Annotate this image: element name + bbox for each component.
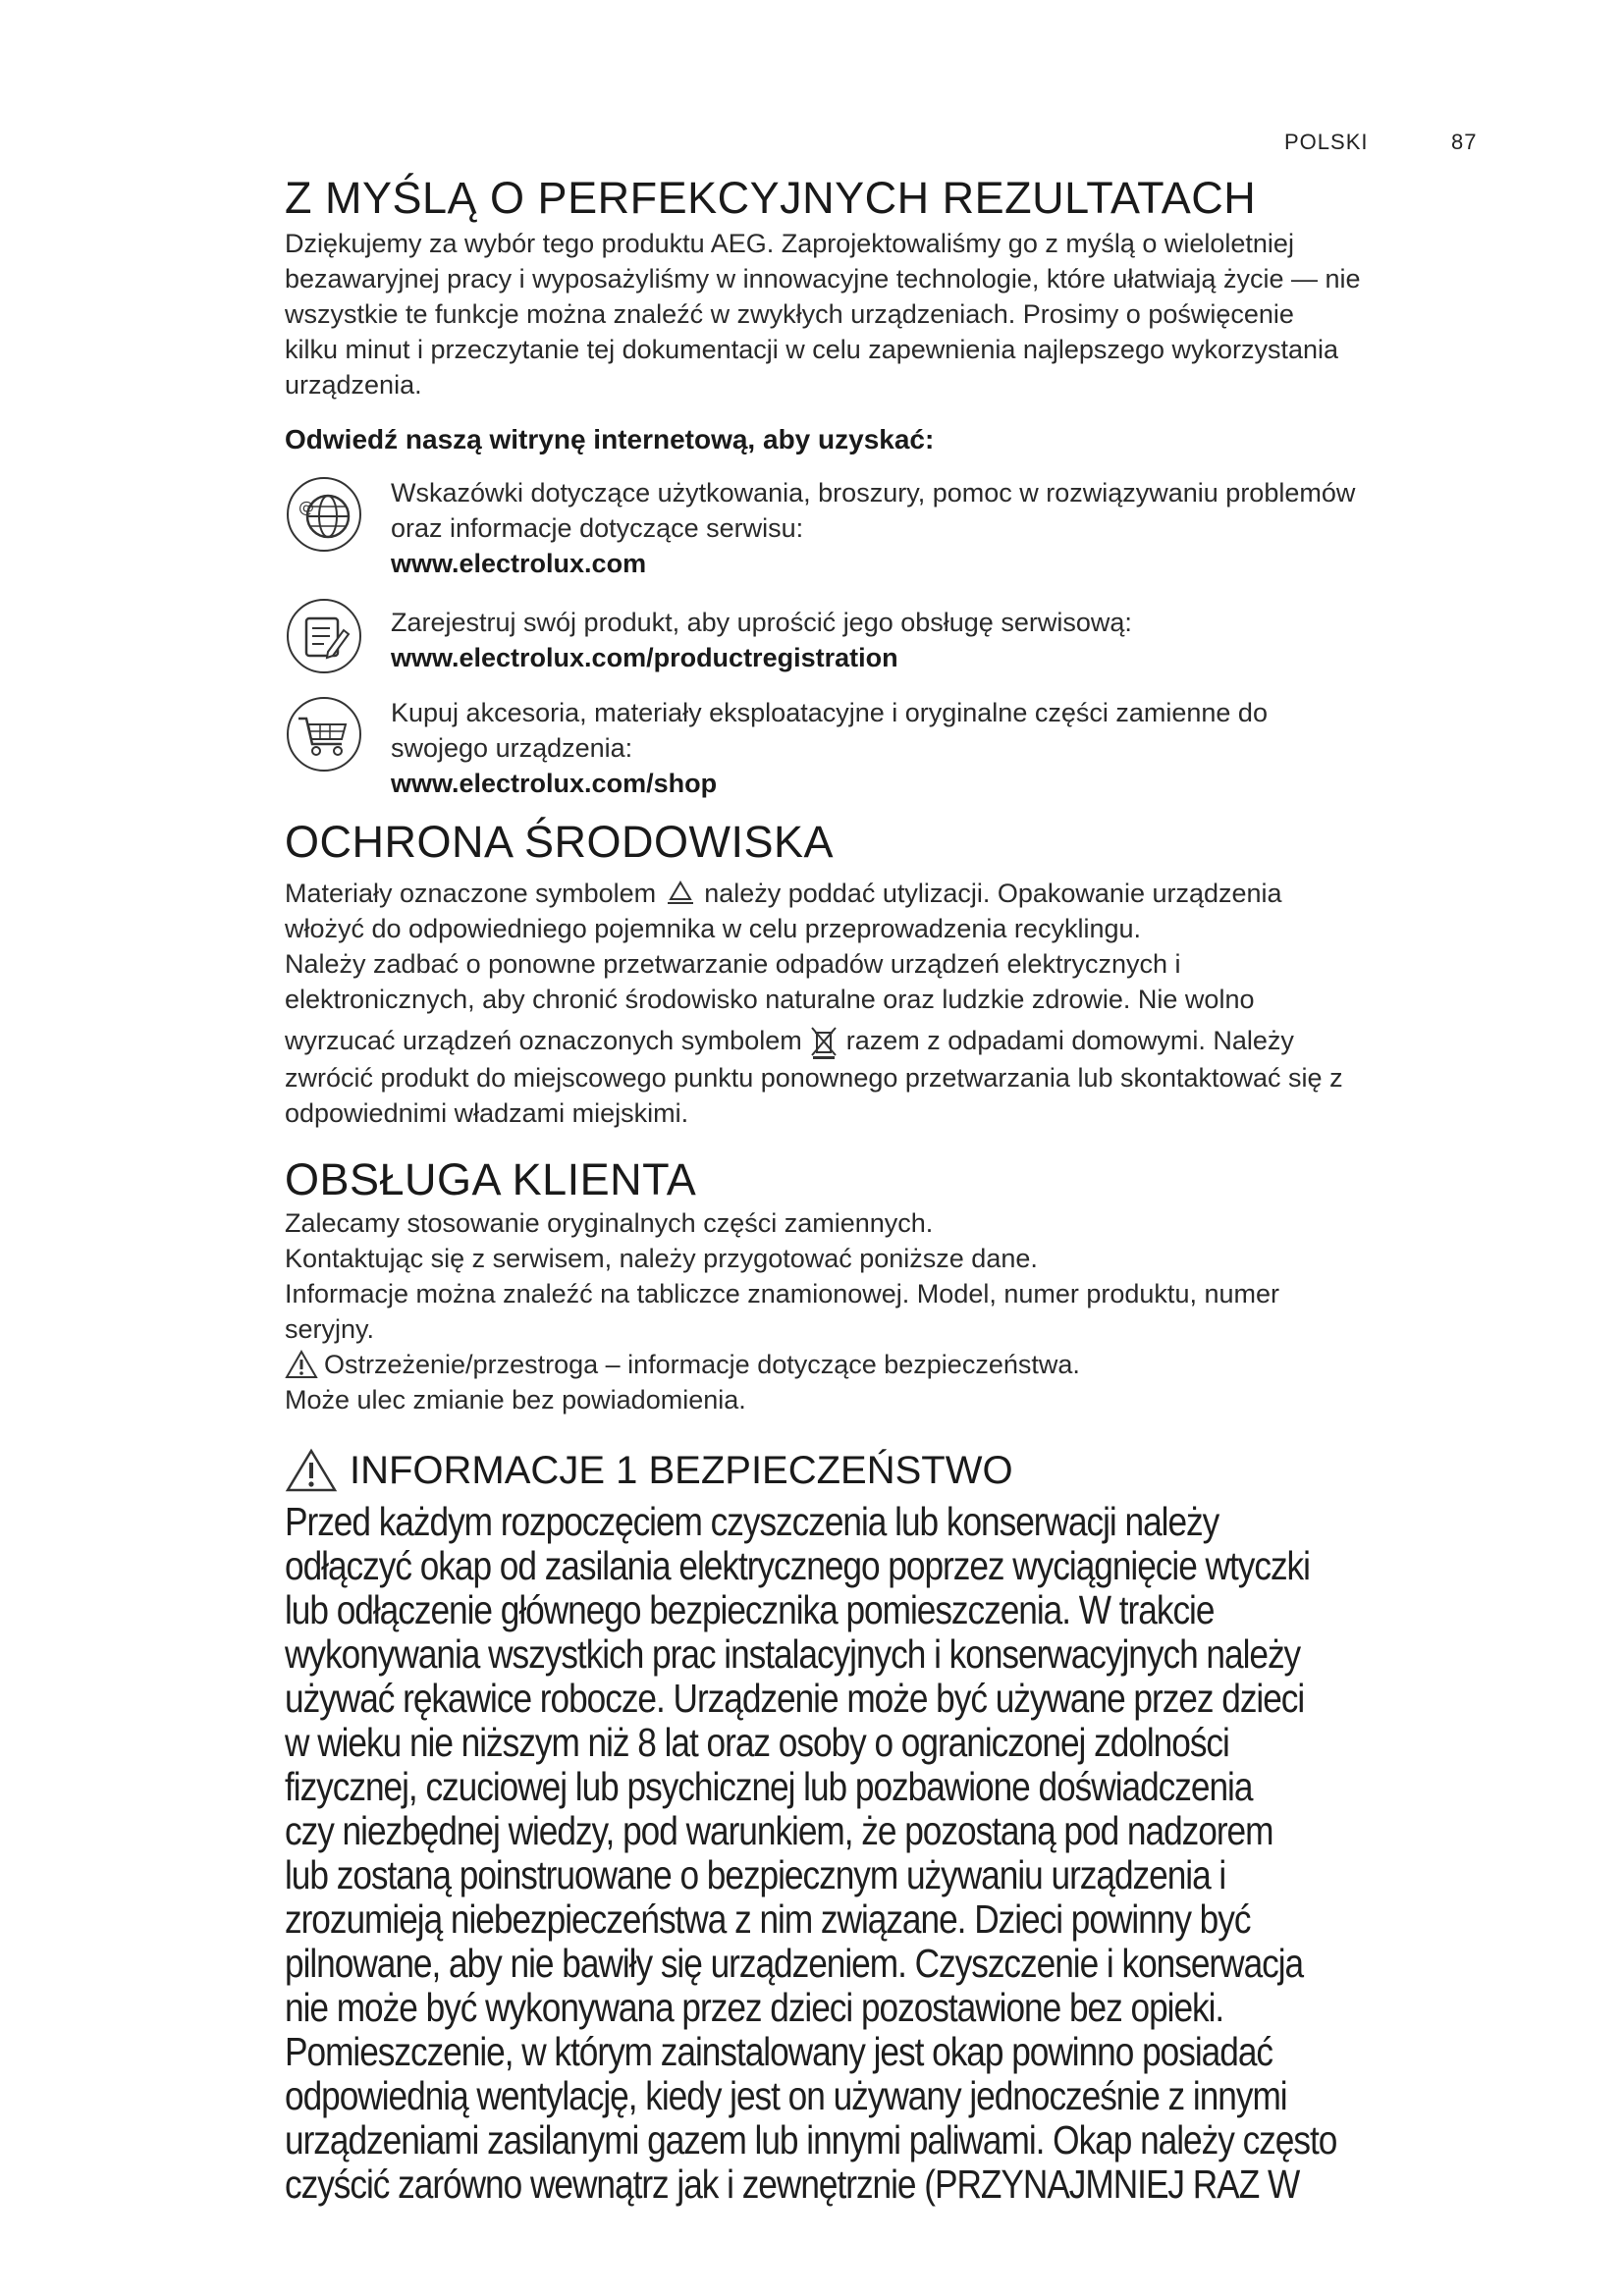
info-item-register (285, 597, 1502, 675)
info-item-web (285, 475, 1502, 581)
safety-line: w wieku nie niższym niż 8 lat oraz osoby o ograniczonej zdolności (285, 1719, 1229, 1765)
env-line5-start: wyrzucać urządzeń oznaczonych symbolem (285, 1026, 802, 1055)
info-line: Zarejestruj swój produkt, aby uprościć jego obsługę serwisową: (391, 608, 1132, 637)
info-item-shop-text (391, 695, 1268, 801)
env-line: elektronicznych, aby chronić środowisko naturalne oraz ludzkie zdrowie. Nie wolno (285, 985, 1255, 1014)
intro-line: urządzenia. (285, 370, 422, 400)
info-line: oraz informacje dotyczące serwisu: (391, 513, 804, 543)
safety-line: lub zostaną poinstruowane o bezpiecznym używaniu urządzenia i (285, 1851, 1226, 1897)
env-line5-end: razem z odpadami domowymi. Należy (845, 1026, 1294, 1055)
intro-line: Dziękujemy za wybór tego produktu AEG. Zaprojektowaliśmy go z myślą o wieloletniej (285, 229, 1294, 258)
shop-link[interactable]: www.electrolux.com/shop (391, 769, 718, 798)
safety-line: pilnowane, aby nie bawiły się urządzeniem. Czyszczenie i konserwacja (285, 1940, 1304, 1986)
safety-line: nie może być wykonywana przez dzieci pozostawione bez opieki. (285, 1984, 1224, 2030)
intro-line: bezawaryjnej pracy i wyposażyliśmy w innowacyjne technologie, które ułatwiają życie — nie (285, 264, 1361, 294)
safety-title (285, 1445, 1502, 1496)
register-form-icon (285, 597, 363, 675)
intro-paragraph (285, 226, 1502, 402)
page-number: 87 (1451, 130, 1478, 154)
registration-link[interactable]: www.electrolux.com/productregistration (391, 643, 898, 672)
env-line (285, 876, 1502, 911)
env-line (285, 1023, 1502, 1060)
service-line: Może ulec zmianie bez powiadomienia. (285, 1384, 746, 1415)
service-line: seryjny. (285, 1313, 375, 1344)
recycle-icon (664, 880, 697, 911)
warning-triangle-icon (285, 1350, 318, 1379)
safety-paragraph (285, 1500, 1421, 2207)
page-content (285, 173, 1502, 2207)
service-line: Kontaktując się z serwisem, należy przygotować poniższe dane. (285, 1243, 1038, 1273)
safety-line: odpowiednią wentylację, kiedy jest on używany jednocześnie z innymi (285, 2072, 1287, 2118)
warning-text: Ostrzeżenie/przestroga – informacje dotyczące bezpieczeństwa. (324, 1349, 1080, 1379)
info-line: Wskazówki dotyczące użytkowania, broszury, pomoc w rozwiązywaniu problemów (391, 478, 1356, 507)
section-title-customer-service: OBSŁUGA KLIENTA (285, 1153, 697, 1204)
shopping-cart-icon (285, 695, 363, 774)
safety-line: używać rękawice robocze. Urządzenie może być używane przez dzieci (285, 1675, 1305, 1721)
info-item-shop (285, 695, 1502, 801)
safety-line: wykonywania wszystkich prac instalacyjnych i konserwacyjnych należy (285, 1630, 1301, 1677)
env-line: odpowiednimi władzami miejskimi. (285, 1097, 689, 1128)
safety-line: urządzeniami zasilanymi gazem lub innymi paliwami. Okap należy często (285, 2116, 1337, 2163)
safety-line: Przed każdym rozpoczęciem czyszczenia lub konserwacji należy (285, 1498, 1219, 1544)
intro-line: wszystkie te funkcje można znaleźć w zwykłych urządzeniach. Prosimy o poświęcenie (285, 299, 1294, 329)
info-item-web-text (391, 475, 1355, 581)
section-title-environment: OCHRONA ŚRODOWISKA (285, 817, 835, 867)
page-header (1284, 130, 1478, 155)
svg-text:@: @ (298, 498, 314, 516)
safety-line: lub odłączenie głównego bezpiecznika pomieszczenia. W trakcie (285, 1586, 1215, 1632)
warning-triangle-icon (285, 1448, 338, 1493)
environment-paragraph (285, 876, 1502, 1131)
header-language: POLSKI (1284, 130, 1369, 154)
warning-line (285, 1347, 1502, 1382)
customer-service-paragraph (285, 1205, 1502, 1417)
safety-line: czy niezbędnej wiedzy, pod warunkiem, że pozostaną pod nadzorem (285, 1807, 1273, 1853)
safety-line: czyścić zarówno wewnątrz jak i zewnętrznie (PRZYNAJMNIEJ RAZ W (285, 2161, 1300, 2207)
safety-line: fizycznej, czuciowej lub psychicznej lub pozbawione doświadczenia (285, 1763, 1253, 1809)
crossed-bin-icon (809, 1025, 839, 1060)
web-globe-icon (285, 475, 363, 554)
safety-title-text: INFORMACJE 1 BEZPIECZEŃSTWO (350, 1448, 1013, 1492)
section-title-perfect-results: Z MYŚLĄ O PERFEKCYJNYCH REZULTATACH (285, 173, 1257, 223)
safety-line: zrozumieją niebezpieczeństwa z nim związane. Dzieci powinny być (285, 1896, 1251, 1942)
service-line: Informacje można znaleźć na tabliczce znamionowej. Model, numer produktu, numer (285, 1278, 1279, 1308)
env-line1-start: Materiały oznaczone symbolem (285, 879, 657, 908)
env-line: Należy zadbać o ponowne przetwarzanie odpadów urządzeń elektrycznych i (285, 949, 1181, 979)
safety-line: Pomieszczenie, w którym zainstalowany jest okap powinno posiadać (285, 2028, 1272, 2074)
intro-line: kilku minut i przeczytanie tej dokumentacji w celu zapewnienia najlepszego wykorzystania (285, 335, 1339, 364)
service-line: Zalecamy stosowanie oryginalnych części zamiennych. (285, 1207, 934, 1238)
env-line: włożyć do odpowiedniego pojemnika w celu przeprowadzenia recyklingu. (285, 914, 1141, 943)
visit-website-heading: Odwiedź naszą witrynę internetową, aby uzyskać: (285, 424, 935, 454)
env-line1-end: należy poddać utylizacji. Opakowanie urządzenia (704, 879, 1282, 908)
info-line: swojego urządzenia: (391, 733, 633, 763)
info-line: Kupuj akcesoria, materiały eksploatacyjne i oryginalne części zamienne do (391, 698, 1268, 727)
website-link[interactable]: www.electrolux.com (391, 549, 647, 578)
env-line: zwrócić produkt do miejscowego punktu ponownego przetwarzania lub skontaktować się z (285, 1062, 1343, 1093)
info-item-register-text (391, 605, 1132, 675)
safety-line: odłączyć okap od zasilania elektrycznego poprzez wyciągnięcie wtyczki (285, 1542, 1310, 1588)
